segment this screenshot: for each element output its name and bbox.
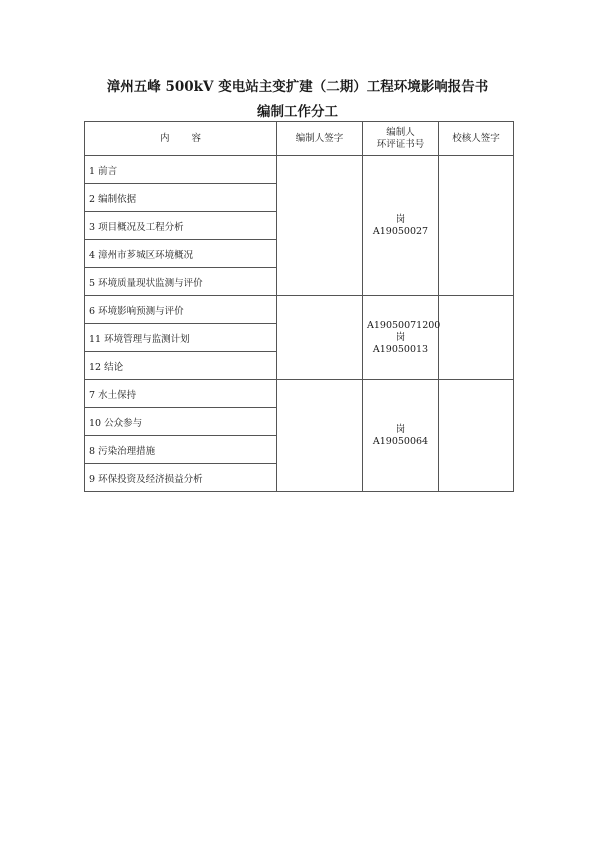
header-compiler-cert-line1: 编制人 xyxy=(386,126,415,138)
content-item: 4 漳州市芗城区环境概况 xyxy=(85,240,277,268)
compiler-cert-cell xyxy=(363,380,439,492)
header-compiler-signature: 编制人签字 xyxy=(277,122,363,156)
header-content-part2: 容 xyxy=(191,132,202,144)
content-item: 11 环境管理与监测计划 xyxy=(85,324,277,352)
content-item: 10 公众参与 xyxy=(85,408,277,436)
document-subtitle: 编制工作分工 xyxy=(257,104,338,120)
content-item: 6 环境影响预测与评价 xyxy=(85,296,277,324)
content-item: 8 污染治理措施 xyxy=(85,436,277,464)
header-content xyxy=(85,122,277,156)
work-division-table xyxy=(84,121,514,492)
reviewer-signature-cell xyxy=(439,380,514,492)
document-title: 漳州五峰 500kV 变电站主变扩建（二期）工程环境影响报告书 xyxy=(106,79,489,95)
content-item: 2 编制依据 xyxy=(85,184,277,212)
header-content-part1: 内 xyxy=(159,132,170,144)
compiler-signature-cell xyxy=(277,296,363,380)
table-row xyxy=(85,380,514,408)
table-header-row xyxy=(85,122,514,156)
reviewer-signature-cell xyxy=(439,296,514,380)
header-reviewer-signature: 校核人签字 xyxy=(439,122,514,156)
content-item: 7 水土保持 xyxy=(85,380,277,408)
content-item: 3 项目概况及工程分析 xyxy=(85,212,277,240)
compiler-signature-cell xyxy=(277,156,363,296)
compiler-cert-cell xyxy=(363,156,439,296)
header-compiler-cert-line2: 环评证书号 xyxy=(376,138,425,150)
header-compiler-cert xyxy=(363,122,439,156)
reviewer-signature-cell xyxy=(439,156,514,296)
compiler-signature-cell xyxy=(277,380,363,492)
table-row xyxy=(85,156,514,184)
compiler-cert-cell xyxy=(363,296,439,380)
cert-number: 岗 A19050013 xyxy=(372,331,429,355)
cert-number: 岗 A19050064 xyxy=(372,423,429,447)
cert-number: 岗 A19050027 xyxy=(372,213,429,237)
content-item: 1 前言 xyxy=(85,156,277,184)
content-item: 9 环保投资及经济损益分析 xyxy=(85,464,277,492)
content-item: 12 结论 xyxy=(85,352,277,380)
content-item: 5 环境质量现状监测与评价 xyxy=(85,268,277,296)
cert-number: A19050071200 xyxy=(367,319,441,331)
table-row xyxy=(85,296,514,324)
